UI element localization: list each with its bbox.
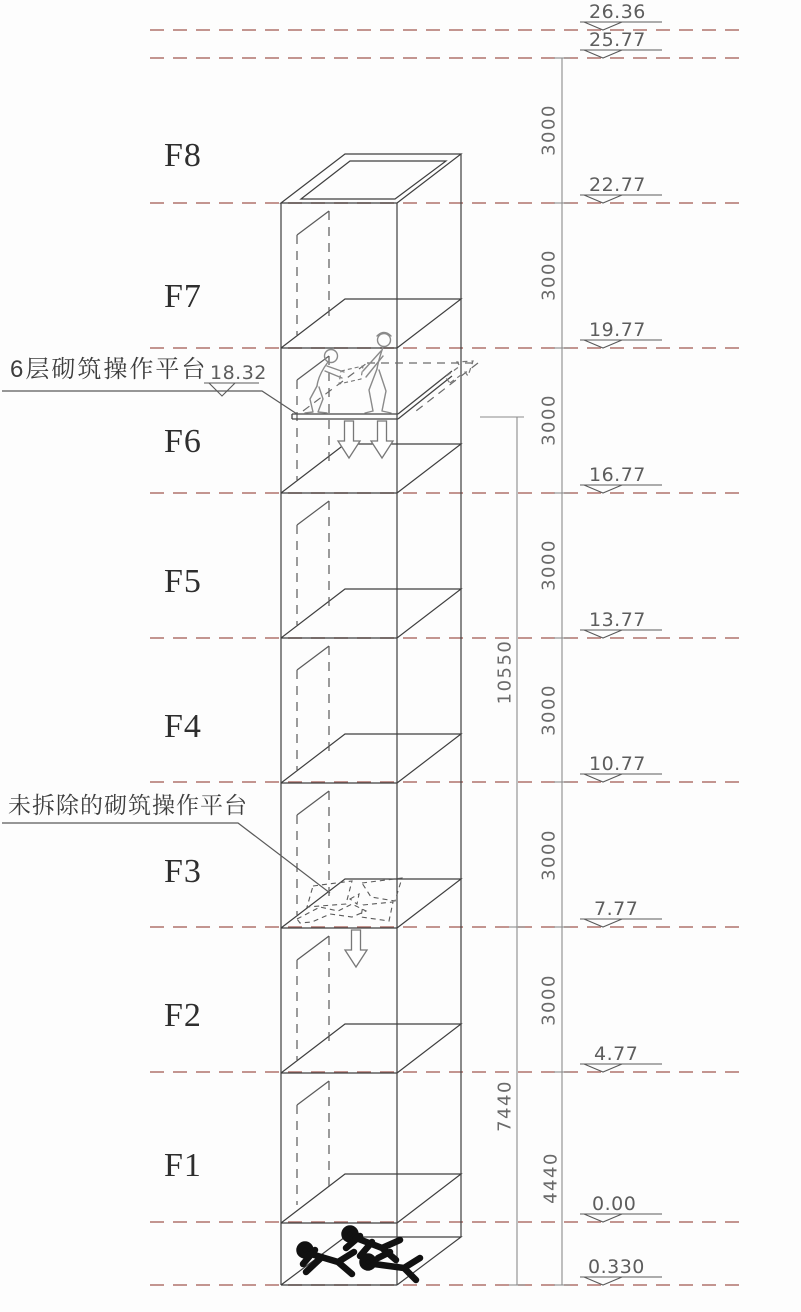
elevation-label-19-77: 19.77 [589, 319, 646, 341]
floor-label-f5: F5 [164, 563, 202, 600]
floor-label-f4: F4 [164, 708, 202, 745]
fallen-workers [300, 1229, 421, 1281]
dim-label-3000-4: 3000 [538, 539, 560, 591]
building-outline [281, 154, 461, 1285]
annotation-upper-platform: 6层砌筑操作平台 [10, 356, 208, 383]
elevation-label-4-77: 4.77 [594, 1043, 639, 1065]
floor-label-f1: F1 [164, 1147, 202, 1184]
elevation-markers [204, 22, 662, 1285]
debris-platform-f3 [297, 878, 402, 923]
drop-arrows [338, 421, 393, 967]
workers [305, 333, 391, 414]
datum-lines [150, 30, 745, 1285]
elevation-label-10-77: 10.77 [589, 753, 646, 775]
dim-label-4440: 4440 [540, 1152, 562, 1204]
dim-label-10550: 10550 [494, 639, 516, 705]
dim-label-3000-7: 3000 [538, 974, 560, 1026]
down-arrow-icon [338, 421, 360, 458]
elevation-label-18-32: 18.32 [210, 362, 267, 384]
dim-label-3000-2: 3000 [538, 249, 560, 301]
elevation-label-22-77: 22.77 [589, 174, 646, 196]
door-openings [297, 211, 329, 1205]
hoist-arrow-icon [445, 361, 473, 383]
elevation-label-16-77: 16.77 [589, 464, 646, 486]
dim-label-3000-3: 3000 [538, 394, 560, 446]
dim-label-7440: 7440 [494, 1080, 516, 1132]
dim-label-3000-1: 3000 [538, 104, 560, 156]
elevation-label-13-77: 13.77 [589, 609, 646, 631]
annotation-lower-platform: 未拆除的砌筑操作平台 [8, 792, 248, 818]
dimension-lines [480, 58, 570, 1285]
elevation-label-0-330: 0.330 [588, 1256, 645, 1278]
floor-label-f6: F6 [164, 423, 202, 460]
floor-label-f7: F7 [164, 278, 202, 315]
elevation-label-7-77: 7.77 [594, 898, 639, 920]
floor-label-f2: F2 [164, 997, 202, 1034]
floor-label-f8: F8 [164, 137, 202, 174]
dim-label-3000-6: 3000 [538, 829, 560, 881]
floor-label-f3: F3 [164, 853, 202, 890]
down-arrow-icon [371, 421, 393, 458]
elevation-label-25-77: 25.77 [589, 29, 646, 51]
elevation-label-0-00: 0.00 [592, 1193, 637, 1215]
elevation-label-26-36: 26.36 [589, 1, 646, 23]
down-arrow-icon [345, 930, 367, 967]
dim-label-3000-5: 3000 [538, 684, 560, 736]
